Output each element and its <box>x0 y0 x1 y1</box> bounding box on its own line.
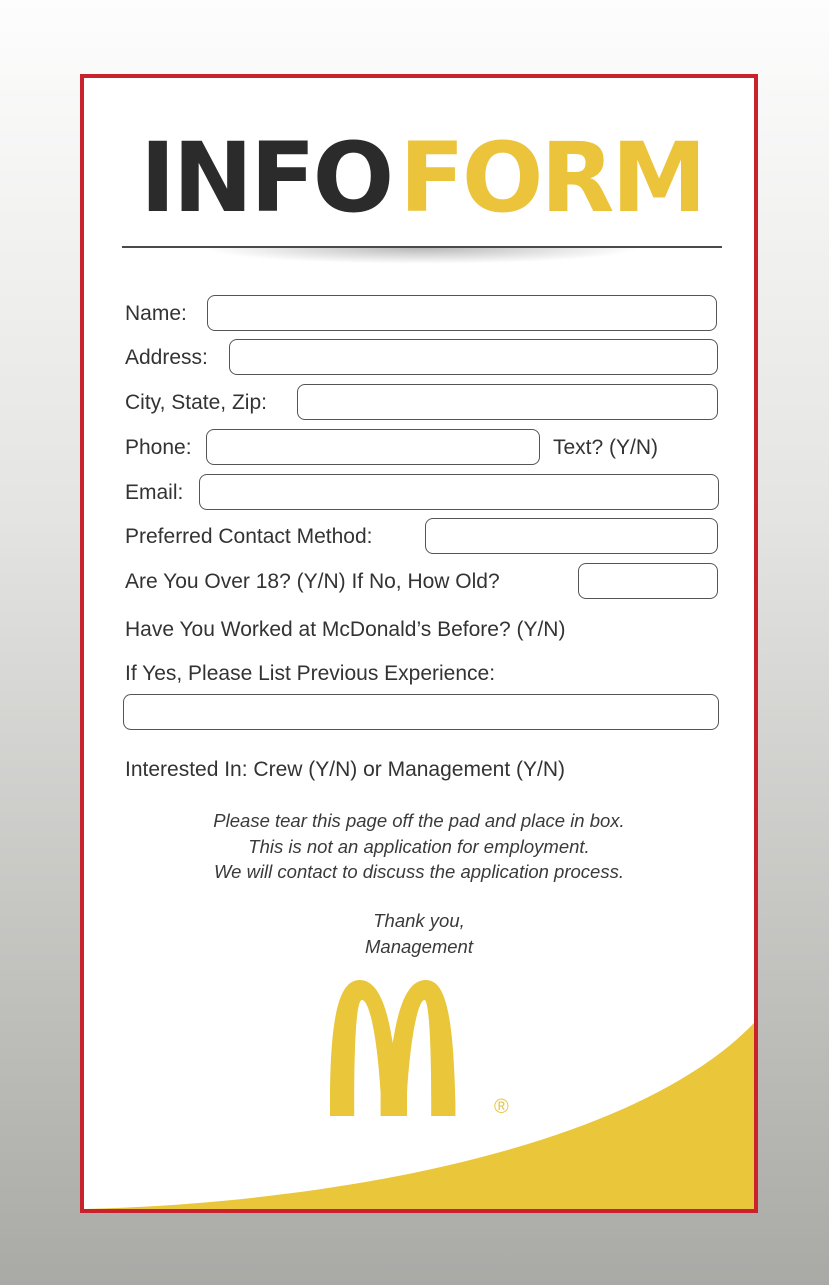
name-label: Name: <box>125 302 187 325</box>
info-form-card <box>80 74 758 1213</box>
contact-method-field[interactable] <box>425 518 718 554</box>
phone-row <box>125 429 725 467</box>
text-yn-label: Text? (Y/N) <box>553 436 659 459</box>
form-title <box>140 122 704 234</box>
experience-field[interactable] <box>123 694 719 730</box>
thank-you-text: Thank you, <box>373 910 465 931</box>
phone-label: Phone: <box>125 436 192 459</box>
email-field[interactable] <box>199 474 719 510</box>
title-info: INFO <box>140 122 392 234</box>
address-field[interactable] <box>229 339 718 375</box>
title-rule-shadow <box>202 248 642 264</box>
contact-method-label: Preferred Contact Method: <box>125 525 373 548</box>
phone-field[interactable] <box>206 429 540 465</box>
management-signoff: Management <box>365 936 473 957</box>
worked-before-label: Have You Worked at McDonald’s Before? (Y/N) <box>125 618 566 641</box>
email-label: Email: <box>125 481 184 504</box>
note-line-2: This is not an application for employment. <box>248 836 590 857</box>
city-state-zip-field[interactable] <box>297 384 718 420</box>
interested-label: Interested In: Crew (Y/N) or Management (Y/N) <box>125 758 565 781</box>
city-state-zip-label: City, State, Zip: <box>125 391 267 414</box>
note-line-3: We will contact to discuss the application process. <box>214 861 624 882</box>
age-label: Are You Over 18? (Y/N) If No, How Old? <box>125 570 500 593</box>
name-field[interactable] <box>207 295 717 331</box>
golden-arches-logo <box>330 978 494 1118</box>
address-label: Address: <box>125 346 208 369</box>
experience-label: If Yes, Please List Previous Experience: <box>125 662 496 685</box>
note-line-1: Please tear this page off the pad and place in box. <box>213 810 625 831</box>
age-field[interactable] <box>578 563 718 599</box>
registered-mark: ® <box>494 1096 509 1118</box>
title-form: FORM <box>399 122 704 234</box>
